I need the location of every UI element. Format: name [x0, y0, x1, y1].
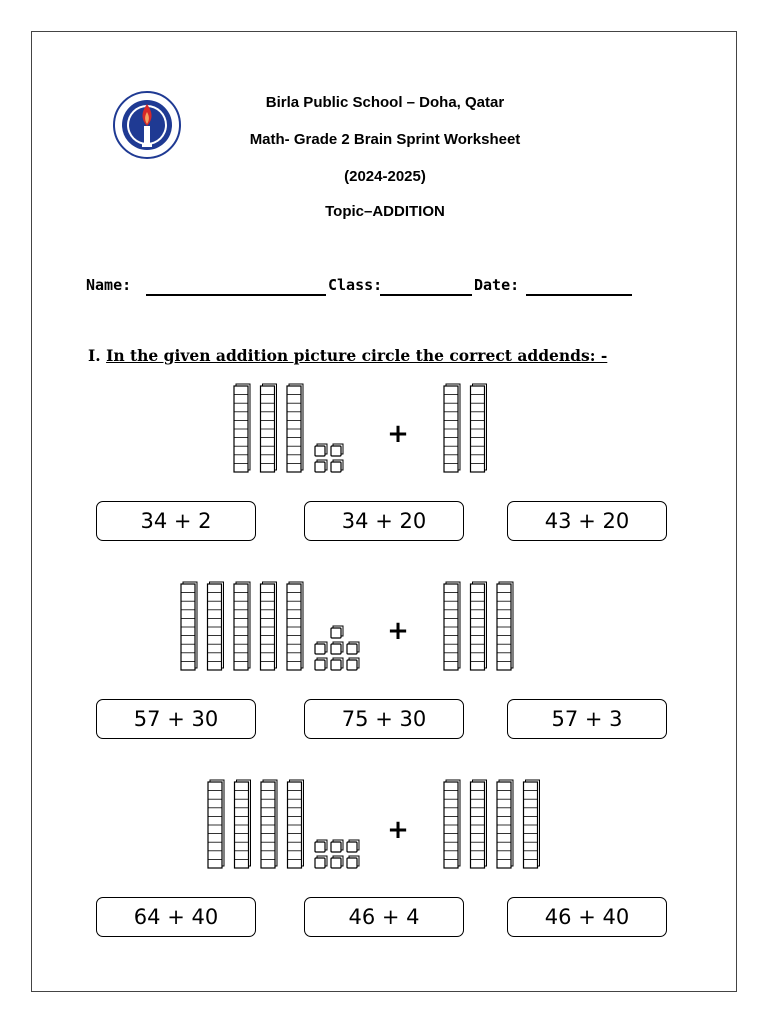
answer-option[interactable]: 43 + 20 — [507, 501, 667, 541]
unit-cube — [331, 840, 343, 852]
ten-rod — [287, 582, 303, 670]
academic-year: (2024-2025) — [344, 168, 426, 185]
question-text: In the given addition picture circle the correct addends: - — [106, 346, 608, 365]
ten-rod — [497, 582, 513, 670]
ten-rod — [288, 780, 304, 868]
class-label: Class: — [328, 276, 383, 294]
unit-cube — [347, 840, 359, 852]
unit-cube — [347, 658, 359, 670]
answer-option[interactable]: 34 + 20 — [304, 501, 464, 541]
unit-cube — [315, 444, 327, 456]
ten-rod — [497, 780, 513, 868]
worksheet-title: Math- Grade 2 Brain Sprint Worksheet — [249, 131, 521, 148]
unit-cube — [347, 642, 359, 654]
answer-option[interactable]: 46 + 4 — [304, 897, 464, 937]
date-label: Date: — [474, 276, 520, 294]
name-label: Name: — [86, 276, 132, 294]
ten-rod — [444, 582, 460, 670]
answer-option[interactable]: 57 + 3 — [507, 699, 667, 739]
ten-rod — [261, 582, 277, 670]
ten-rod — [444, 780, 460, 868]
plus-sign: + — [387, 616, 409, 646]
ten-rod — [471, 582, 487, 670]
ten-rod — [524, 780, 540, 868]
unit-cube — [315, 642, 327, 654]
unit-cube — [347, 856, 359, 868]
unit-cube — [331, 444, 343, 456]
answer-option[interactable]: 57 + 30 — [96, 699, 256, 739]
ten-rod — [261, 780, 277, 868]
plus-sign: + — [387, 419, 409, 449]
topic-title: Topic–ADDITION — [325, 203, 445, 220]
ten-rod — [261, 384, 277, 472]
ten-rod — [471, 384, 487, 472]
unit-cube — [331, 460, 343, 472]
answer-option[interactable]: 64 + 40 — [96, 897, 256, 937]
unit-cube — [331, 642, 343, 654]
unit-cube — [315, 856, 327, 868]
unit-cube — [315, 840, 327, 852]
ten-rod — [471, 780, 487, 868]
ten-rod — [208, 780, 224, 868]
answer-option[interactable]: 46 + 40 — [507, 897, 667, 937]
ten-rod — [181, 582, 197, 670]
ten-rod — [444, 384, 460, 472]
ten-rod — [235, 780, 251, 868]
ten-rod — [234, 384, 250, 472]
ten-rod — [234, 582, 250, 670]
answer-option[interactable]: 75 + 30 — [304, 699, 464, 739]
answer-option[interactable]: 34 + 2 — [96, 501, 256, 541]
unit-cube — [331, 658, 343, 670]
question-number: I. — [88, 346, 101, 365]
unit-cube — [315, 460, 327, 472]
unit-cube — [331, 626, 343, 638]
plus-sign: + — [387, 815, 409, 845]
school-name: Birla Public School – Doha, Qatar — [265, 94, 505, 111]
unit-cube — [315, 658, 327, 670]
ten-rod — [208, 582, 224, 670]
unit-cube — [331, 856, 343, 868]
ten-rod — [287, 384, 303, 472]
